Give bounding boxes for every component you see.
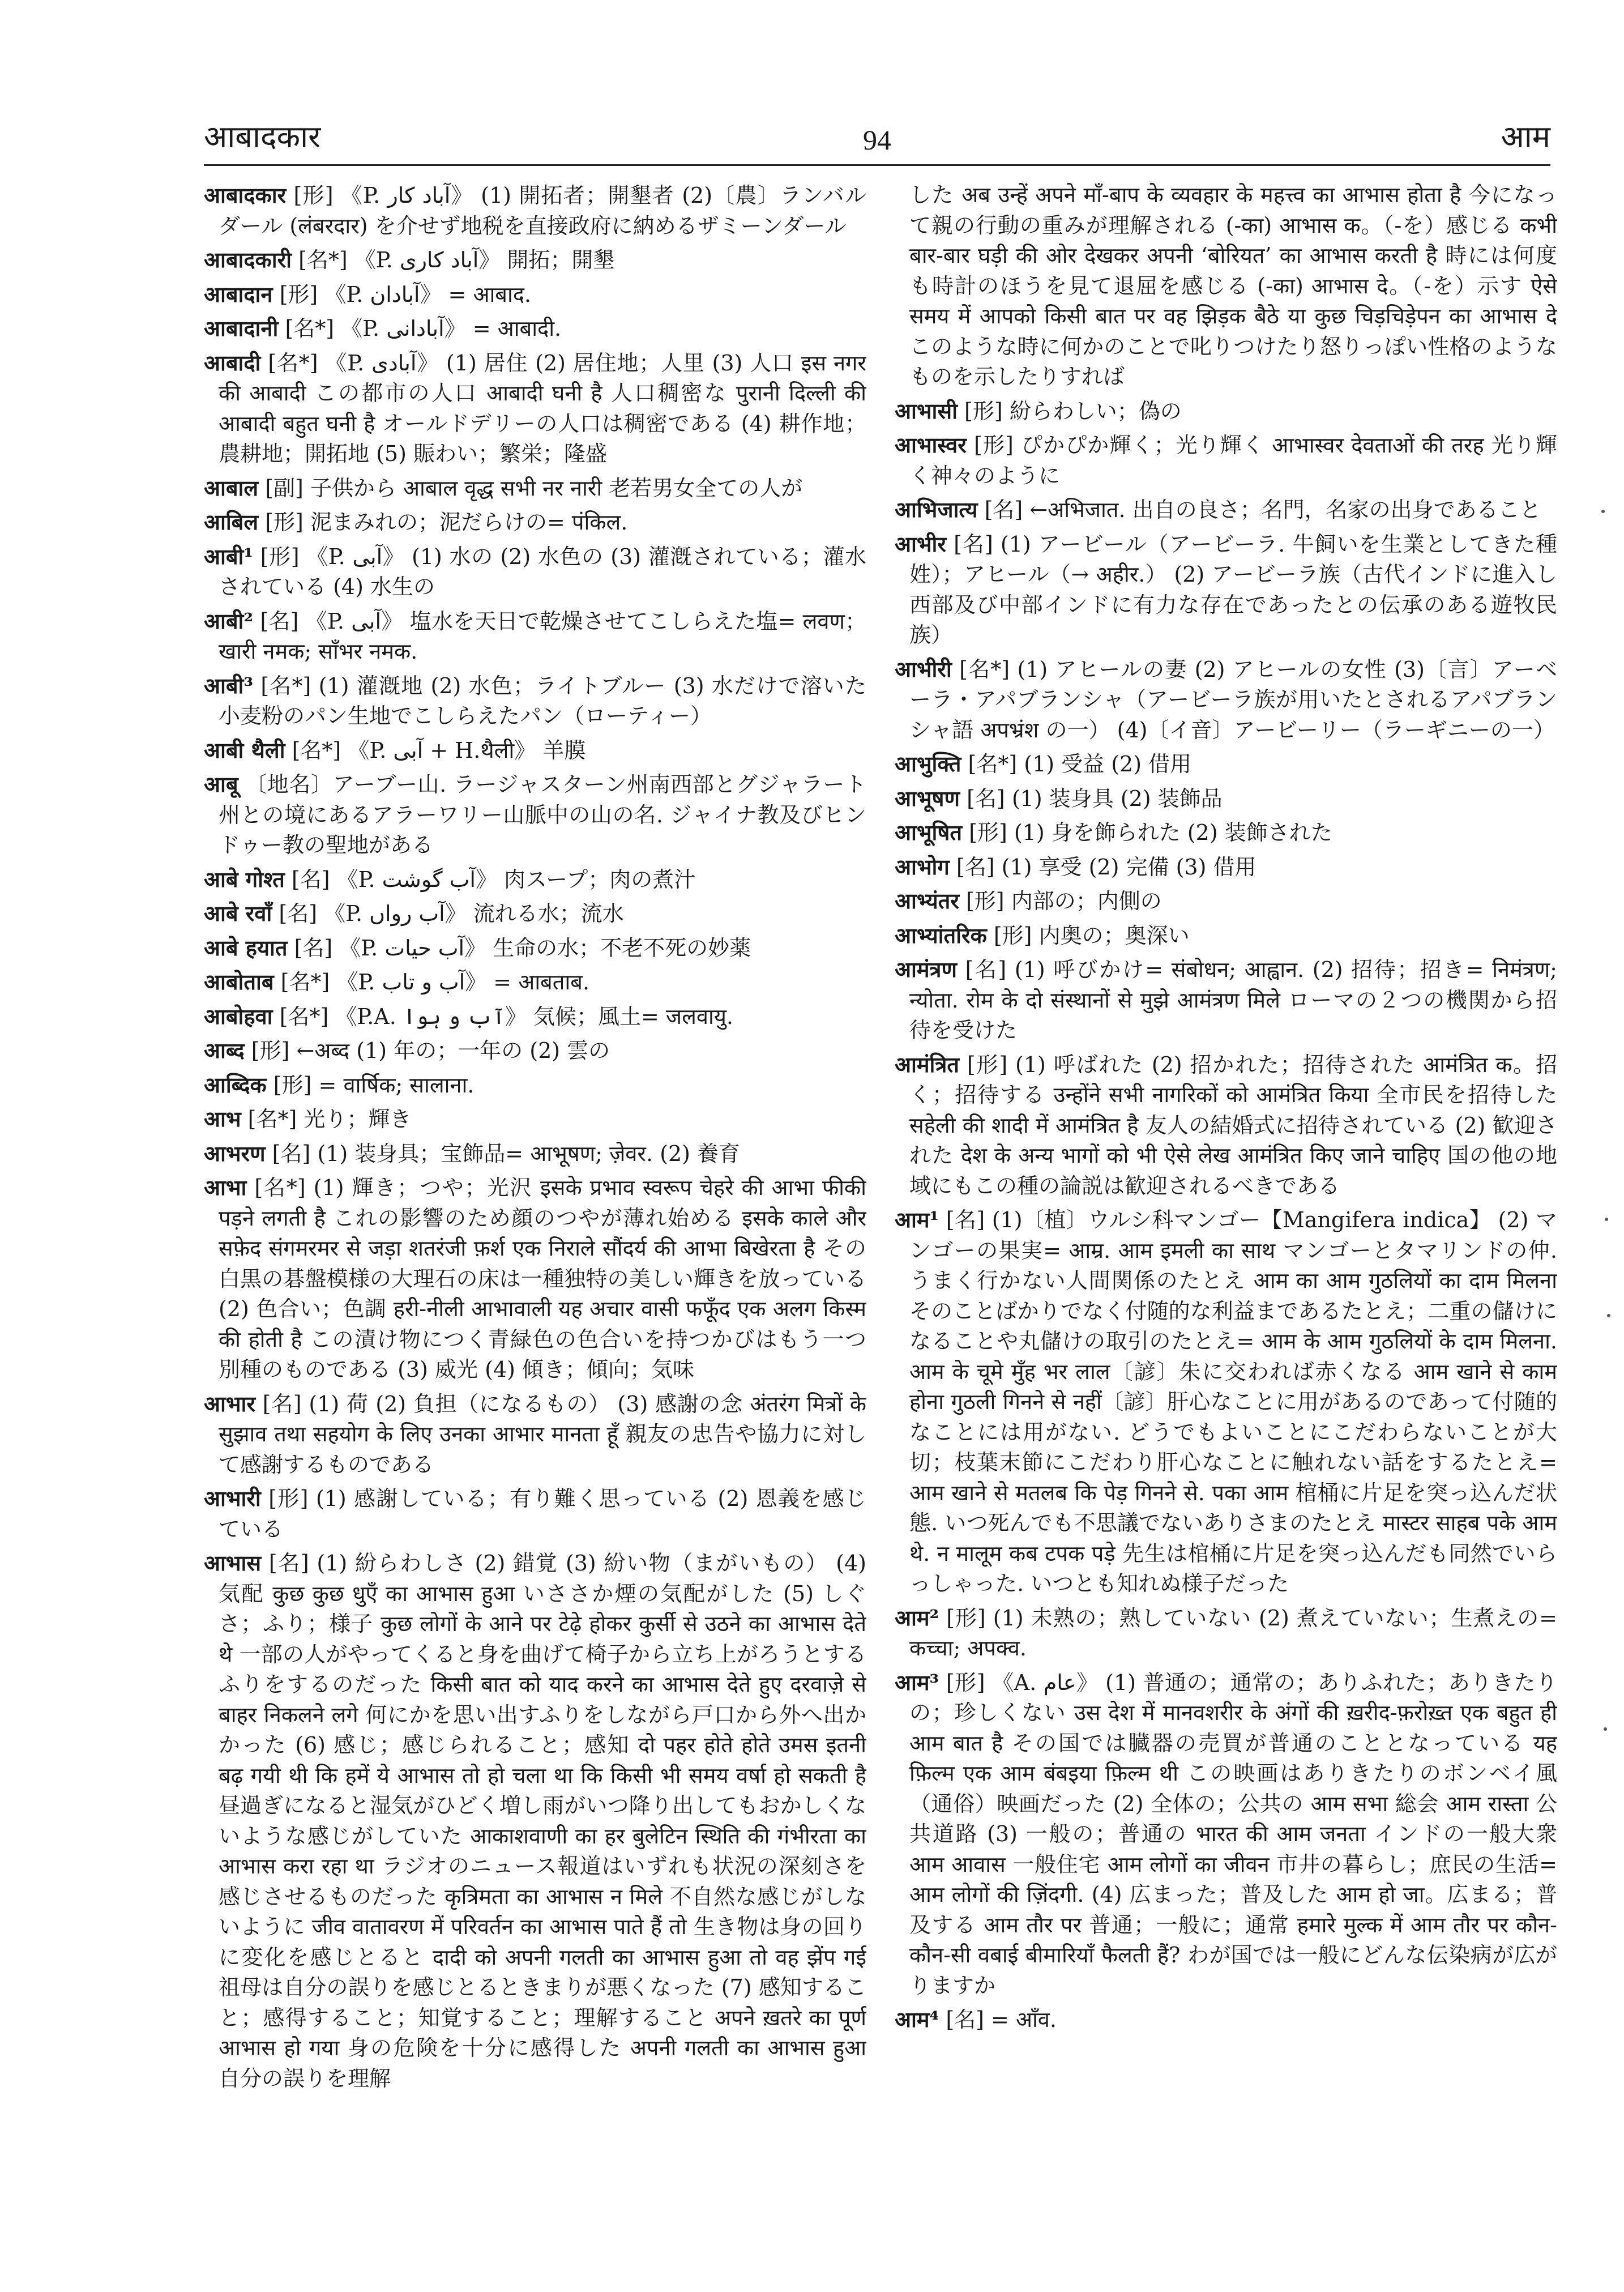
entry-headword: आभरण: [204, 1140, 266, 1166]
dictionary-entry: [204, 1389, 866, 1480]
entry-definition: [形] 《P. آباد کار》 (1) 開拓者；開墾者 (2)〔農〕ランバルダール (लंबरदार) を介せず地税を直接政府に納めるザミーンダール: [219, 183, 866, 238]
entry-definition: [名*] 《P. آبادانی》 = आबादी.: [285, 316, 562, 341]
entry-definition: [名] (1)〔植〕ウルシ科マンゴー【Mangifera indica】 (2) マンゴーの果実= आम्र. आम इमली का साथ マンゴーとタマリンドの仲. うまく行かない人間関係のたとえ आम का आम गुठलियों का दाम मिलना そのことばかりでなく付随的な利益まであるたとえ；二重の儲けになることや丸儲けの取引のたとえ= आम के आम गुठलियों के दाम मिलना. आम के चूमे मुँह भर लाल〔諺〕朱に交われば赤くなる आम खाने से काम होना गुठली गिनने से नहीं〔諺〕肝心なことに用があるのであって付随的なことには用がない. どうでもよいことにこだわらないことが大切；枝葉末節にこだわり肝心なことに触れない話をするたとえ= आम खाने से मतलब कि पेड़ गिनने से. पका आम 棺桶に片足を突っ込んだ状態. いつ死んでも不思議でないありさまのたとえ मास्टर साहब पके आम थे. न मालूम कब टपक पड़े 先生は棺桶に片足を突っ込んだも同然でいらっしゃった. いつとも知れぬ様子だった: [909, 1207, 1557, 1596]
entry-headword: आभोग: [895, 853, 950, 880]
guide-word-left: आबादकार: [204, 119, 321, 155]
entry-definition: [名*] (1) 受益 (2) 借用: [968, 752, 1192, 776]
entry-definition: [名*] 光り；輝き: [247, 1107, 412, 1132]
margin-dot: [1607, 1314, 1610, 1317]
entry-definition: [名] 《P. آب گوشت》 肉スープ；肉の煮汁: [291, 867, 696, 892]
entry-definition: [名] (1) 紛らわしさ (2) 錯覚 (3) 紛い物（まがいもの） (4) 気配 कुछ कुछ धुएँ का आभास हुआ いささか煙の気配がした (5) しぐさ；ふり；様子 कुछ लोगों के आने पर टेढ़े होकर कुर्सी से उठने का आभास देते थे 一部の人がやってくると身を曲げて椅子から立ち上がろうとするふりをするのだった किसी बात को याद करने का आभास देते हुए दरवाज़े से बाहर निकलने लगे 何にかを思い出すふりをしながら戸口から外へ出かかった (6) 感じ；感じられること；感知 दो पहर होते होते उमस इतनी बढ़ गयी थी कि हमें ये आभास तो हो चला था कि किसी भी समय वर्षा हो सकती है 昼過ぎになると湿気がひどく増し雨がいつ降り出してもおかしくないような感じがしていた आकाशवाणी का हर बुलेटिन स्थिति की गंभीरता का आभास करा रहा था ラジオのニュース報道はいずれも状況の深刻さを感じさせるものだった कृत्रिमता का आभास न मिले 不自然な感じがしないように जीव वातावरण में परिवर्तन का आभास पाते हैं तो 生き物は身の回りに変化を感じとると दादी को अपनी गलती का आभास हुआ तो वह झेंप गई 祖母は自分の誤りを感じとるときまりが悪くなった (7) 感知すること；感得すること；知覚すること；理解すること अपने ख़तरे का पूर्ण आभास हो गया 身の危険を十分に感得した अपनी गलती का आभास हुआ 自分の誤りを理解: [219, 1551, 866, 2091]
entry-headword: आभिजात्य: [895, 497, 978, 522]
dictionary-entry: [895, 2004, 1557, 2035]
entry-headword: आबादकार: [204, 182, 287, 208]
entry-headword: आभारी: [204, 1486, 261, 1511]
entry-headword: आभ्यंतर: [895, 888, 959, 914]
dictionary-entry: [204, 967, 866, 998]
entry-headword: आम⁴: [895, 2007, 939, 2032]
entry-headword: आभूषण: [895, 785, 960, 811]
dictionary-entry: [204, 313, 866, 344]
entry-headword: आबी²: [204, 608, 254, 634]
entry-definition: [名*] 《P. آب و تاب》 = आबताब.: [280, 970, 590, 995]
entry-headword: आभीर: [895, 531, 946, 557]
entry-definition: [形] 内部の；内側の: [965, 889, 1162, 914]
entry-definition: [形] (1) 未熟の；熟していない (2) 煮えていない；生煮えの= कच्चा; अपक्व.: [909, 1605, 1557, 1661]
entry-definition: [名*] 《P.A. آب و ہوا》 気候；風土= जलवायु.: [279, 1004, 733, 1029]
entry-definition: [形] (1) 身を飾られた (2) 装飾された: [969, 820, 1332, 845]
entry-headword: आभीरी: [895, 656, 952, 682]
entry-headword: आबादानी: [204, 315, 279, 341]
margin-dots: [1601, 510, 1624, 1869]
dictionary-entry: [204, 507, 866, 538]
entry-definition: [形] ←अब्द (1) 年の；一年の (2) 雲の: [251, 1038, 610, 1063]
dictionary-entry: [895, 396, 1557, 427]
entry-definition: [形] = वार्षिक; सालाना.: [273, 1072, 475, 1098]
entry-definition: [名] (1) 呼びかけ= संबोधन; आह्वान. (2) 招待；招き= निमंत्रण; न्योता. रोम के दो संस्थानों से मुझे आमंत्रण मिले ローマの２つの機関から招待を受けた: [909, 957, 1557, 1043]
dictionary-entry: [204, 1138, 866, 1170]
right-column: [895, 180, 1557, 2230]
entry-headword: आबादान: [204, 281, 273, 307]
dictionary-entry: [204, 1483, 866, 1544]
entry-headword: आभार: [204, 1390, 255, 1416]
entry-definition: [形] 内奥の；奥深い: [993, 923, 1190, 948]
dictionary-entry: [204, 769, 866, 861]
entry-headword: आभास: [204, 1550, 262, 1576]
guide-word-right: आम: [1501, 119, 1550, 155]
entry-headword: आमंत्रण: [895, 957, 958, 982]
margin-dot: [1601, 510, 1605, 513]
entry-definition: [名*] 《P. آباد کاری》 開拓；開墾: [298, 247, 615, 272]
entry-definition: [形] (1) 呼ばれた (2) 招かれた；招待された आमंत्रित क。招く；招待する उन्होंने सभी नागरिकों को आमंत्रित किया 全市民を招待した सहेली की शादी में आमंत्रित है 友人の結婚式に招待されている (2) 歓迎された देश के अन्य भागों को भी ऐसे लेख आमंत्रित किए जाने चाहिए 国の他の地域にもこの種の論説は歓迎されるべきである: [909, 1052, 1557, 1198]
entry-definition: [名] (1) 享受 (2) 完備 (3) 借用: [956, 854, 1257, 880]
dictionary-entry: [895, 920, 1557, 951]
dictionary-entry: [204, 864, 866, 895]
dictionary-entry: [204, 245, 866, 276]
dictionary-entry: [895, 783, 1557, 814]
margin-dot: [1605, 1218, 1608, 1221]
entry-definition: [名] 《P. آب رواں》 流れる水；流水: [279, 901, 624, 926]
entry-headword: आभ्यांतरिक: [895, 922, 987, 948]
dictionary-entry: [204, 1548, 866, 2094]
entry-headword: आभुक्ति: [895, 751, 961, 776]
dictionary-entry: [204, 1104, 866, 1135]
dictionary-entry: [895, 886, 1557, 917]
entry-definition: [名*] 《P. آبی + H.थैली》 羊膜: [292, 737, 586, 763]
entry-definition: [名] 《P. آبی》 塩水を天日で乾燥させてこしらえた塩= लवण；खारी नमक; साँभर नमक.: [219, 608, 866, 664]
page-header: [204, 108, 1550, 166]
page-number: 94: [863, 124, 891, 156]
entry-headword: आभास्वर: [895, 432, 967, 458]
entry-headword: आबाल: [204, 475, 259, 501]
entry-definition: [名] ←अभिजात. 出自の良さ；名門，名家の出身であること: [984, 497, 1541, 522]
dictionary-entry: [204, 606, 866, 667]
entry-headword: आभासी: [895, 398, 958, 424]
entry-headword: आबादकारी: [204, 247, 292, 272]
entry-definition: [名*] 《P. آبادی》 (1) 居住 (2) 居住地；人里 (3) 人口 इस नगर की आबादी この都市の人口 आबादी घनी है 人口稠密な पुरानी दिल्ली की आबादी बहुत घनी है オールドデリーの人口は稠密である (4) 耕作地；農耕地；開拓地 (5) 賑わい；繁栄；隆盛: [219, 350, 866, 466]
entry-headword: आभ: [204, 1106, 241, 1132]
entry-headword: आबे गोश्त: [204, 866, 285, 892]
entry-definition: [名] (1) 装身具；宝飾品= आभूषण; ज़ेवर. (2) 養育: [272, 1141, 741, 1166]
dictionary-entry: [895, 180, 1557, 392]
entry-definition: [形] (1) 感謝している；有り難く思っている (2) 恩義を感じている: [219, 1486, 866, 1542]
entry-headword: आभूषित: [895, 820, 963, 845]
entry-headword: आबी थैली: [204, 737, 285, 763]
dictionary-entry: [895, 654, 1557, 746]
dictionary-entry: [895, 749, 1557, 780]
entry-headword: आम²: [895, 1604, 939, 1631]
dictionary-entry: [895, 430, 1557, 491]
dictionary-entry: [204, 1070, 866, 1101]
entry-headword: आम³: [895, 1669, 939, 1695]
entry-definition: [形] 《P. آبادان》 = आबाद.: [279, 281, 532, 307]
entry-headword: आभा: [204, 1175, 247, 1200]
entry-headword: आम¹: [895, 1207, 939, 1232]
entry-definition: [形] 《A. عام》 (1) 普通の；通常の；ありふれた；ありきたりの；珍しくない उस देश में मानवशरीर के अंगों की ख़रीद-फ़रोख़्त एक बहुत ही आम बात है その国では臓器の売買が普通のこととなっている यह फ़िल्म एक आम बंबइया फ़िल्म थी この映画はありきたりのボンベイ風（通俗）映画だった (2) 全体の；公共の आम सभा 総会 आम रास्ता 公共道路 (3) 一般の；普通の भारत की आम जनता インドの一般大衆 आम आवास 一般住宅 आम लोगों का जीवन 市井の暮らし；庶民の生活= आम लोगों की ज़िंदगी. (4) 広まった；普及した आम हो जा。広まる；普及する आम तौर पर 普通；一般に；通常 हमारे मुल्क में आम तौर पर कौन-कौन-सी वबाई बीमारियाँ फैलती हैं? わが国では一般にどんな伝染病が広がりますか: [909, 1670, 1557, 1998]
dictionary-entry: [204, 541, 866, 603]
entry-definition: [副] 子供から आबाल वृद्ध सभी नर नारी 老若男女全ての人が: [265, 475, 803, 501]
entry-headword: आमंत्रित: [895, 1051, 960, 1077]
left-column: [204, 180, 866, 2230]
entry-headword: आब्द: [204, 1038, 245, 1063]
entry-definition: した अब उन्हें अपने माँ-बाप के व्यवहार के महत्त्व का आभास होता है 今になって親の行動の重みが理解される (-का) आभास क。（-を）感じる कभी बार-बार घड़ी की ओर देखकर अपनी ‘बोरियत’ का आभास करती है 時には何度も時計のほうを見て退屈を感じる (-का) आभास दे。（-を）示す ऐसे समय में आपको किसी बात पर वह झिड़क बैठे या कुछ चिड़चिड़ेपन का आभास दे このような時に何かのことで叱りつけたり怒りっぽい性格のようなものを示したりすれば: [909, 182, 1557, 389]
entry-definition: [名] = आँव.: [946, 2007, 1057, 2032]
dictionary-entry: [204, 348, 866, 470]
entry-definition: 〔地名〕アーブー山. ラージャスターン州南西部とグジャラート州との境にあるアラーワリー山脈中の山の名. ジャイナ教及びヒンドゥー教の聖地がある: [219, 772, 866, 857]
dictionary-entry: [895, 954, 1557, 1046]
dictionary-entry: [895, 494, 1557, 526]
dictionary-entry: [204, 473, 866, 504]
entry-definition: [形] 泥まみれの；泥だらけの= पंकिल.: [265, 510, 628, 535]
entry-headword: आबी³: [204, 672, 254, 698]
entry-definition: [名] 《P. آب حیات》 生命の水；不老不死の妙薬: [294, 935, 751, 961]
dictionary-entry: [204, 1001, 866, 1032]
dictionary-entry: [204, 279, 866, 310]
entry-headword: आबिल: [204, 509, 259, 535]
dictionary-entry: [895, 529, 1557, 651]
dictionary-entry: [895, 1603, 1557, 1664]
dictionary-entry: [204, 933, 866, 964]
entry-definition: [名] (1) アービール（アービーラ. 牛飼いを生業としてきた種姓）；アヒール（→ अहीर.） (2) アービーラ族（古代インドに進入し西部及び中部インドに有力な存在であったとの伝承のある遊牧民族）: [909, 531, 1557, 647]
dictionary-entry: [895, 1667, 1557, 2001]
dictionary-entry: [895, 852, 1557, 883]
entry-headword: आबी¹: [204, 543, 254, 569]
entry-headword: आबे हयात: [204, 934, 288, 961]
dictionary-entry: [204, 1172, 866, 1385]
dictionary-entry: [204, 1035, 866, 1066]
dictionary-entry: [204, 898, 866, 929]
entry-definition: [名] (1) 荷 (2) 負担（になるもの） (3) 感謝の念 अंतरंग मित्रों के सुझाव तथा सहयोग के लिए उनका आभार मानता हूँ 親友の忠告や協力に対して感謝するものである: [219, 1391, 866, 1477]
dictionary-entry: [895, 1049, 1557, 1202]
dictionary-entry: [204, 180, 866, 241]
dictionary-entry: [204, 671, 866, 732]
entry-definition: [形] ぴかぴか輝く；光り輝く आभास्वर देवताओं की तरह 光り輝く神々のように: [909, 433, 1557, 488]
dictionary-entry: [895, 817, 1557, 848]
margin-dot: [1604, 1727, 1607, 1731]
dictionary-entry: [895, 1205, 1557, 1599]
entry-headword: आबोहवा: [204, 1003, 273, 1029]
entry-definition: [形] 紛らわしい；偽の: [964, 398, 1182, 424]
entry-headword: आबे रवाँ: [204, 900, 272, 926]
entry-headword: आबू: [204, 771, 238, 797]
entry-headword: आबोताब: [204, 969, 274, 995]
entry-headword: आबादी: [204, 349, 261, 375]
entry-definition: [形] 《P. آبی》 (1) 水の (2) 水色の (3) 灌漑されている；灌水されている (4) 水生の: [219, 544, 866, 599]
entry-definition: [名] (1) 装身具 (2) 装飾品: [967, 786, 1223, 811]
entry-definition: [名*] (1) 灌漑地 (2) 水色；ライトブルー (3) 水だけで溶いた小麦粉のパン生地でこしらえたパン（ローティー）: [219, 673, 866, 728]
entry-definition: [名*] (1) アヒールの妻 (2) アヒールの女性 (3)〔言〕アーベーラ・アパブランシャ（アービーラ族が用いたとされるアパブランシャ語 अपभ्रंश の一） (4)〔イ音〕アービーリー（ラーギニーの一）: [909, 656, 1557, 742]
entry-headword: आब्दिक: [204, 1072, 267, 1098]
entry-definition: [名*] (1) 輝き；つや；光沢 इसके प्रभाव स्वरूप चेहरे की आभा फीकी पड़ने लगती है これの影響のため顔のつやが薄れ始める इसके काले और सफ़ेद संगमरमर से जड़ा शतरंजी फ़र्श एक निराले सौंदर्य की आभा बिखेरता है その白黒の碁盤模様の大理石の床は一種独特の美しい輝きを放っている (2) 色合い；色調 हरी-नीली आभावाली यह अचार वासी फफूँद एक अलग किस्म की होती है この漬け物につく青緑色の色合いを持つかびはもう一つ別種のものである (3) 威光 (4) 傾き；傾向；気味: [219, 1175, 866, 1382]
dictionary-entry: [204, 735, 866, 766]
